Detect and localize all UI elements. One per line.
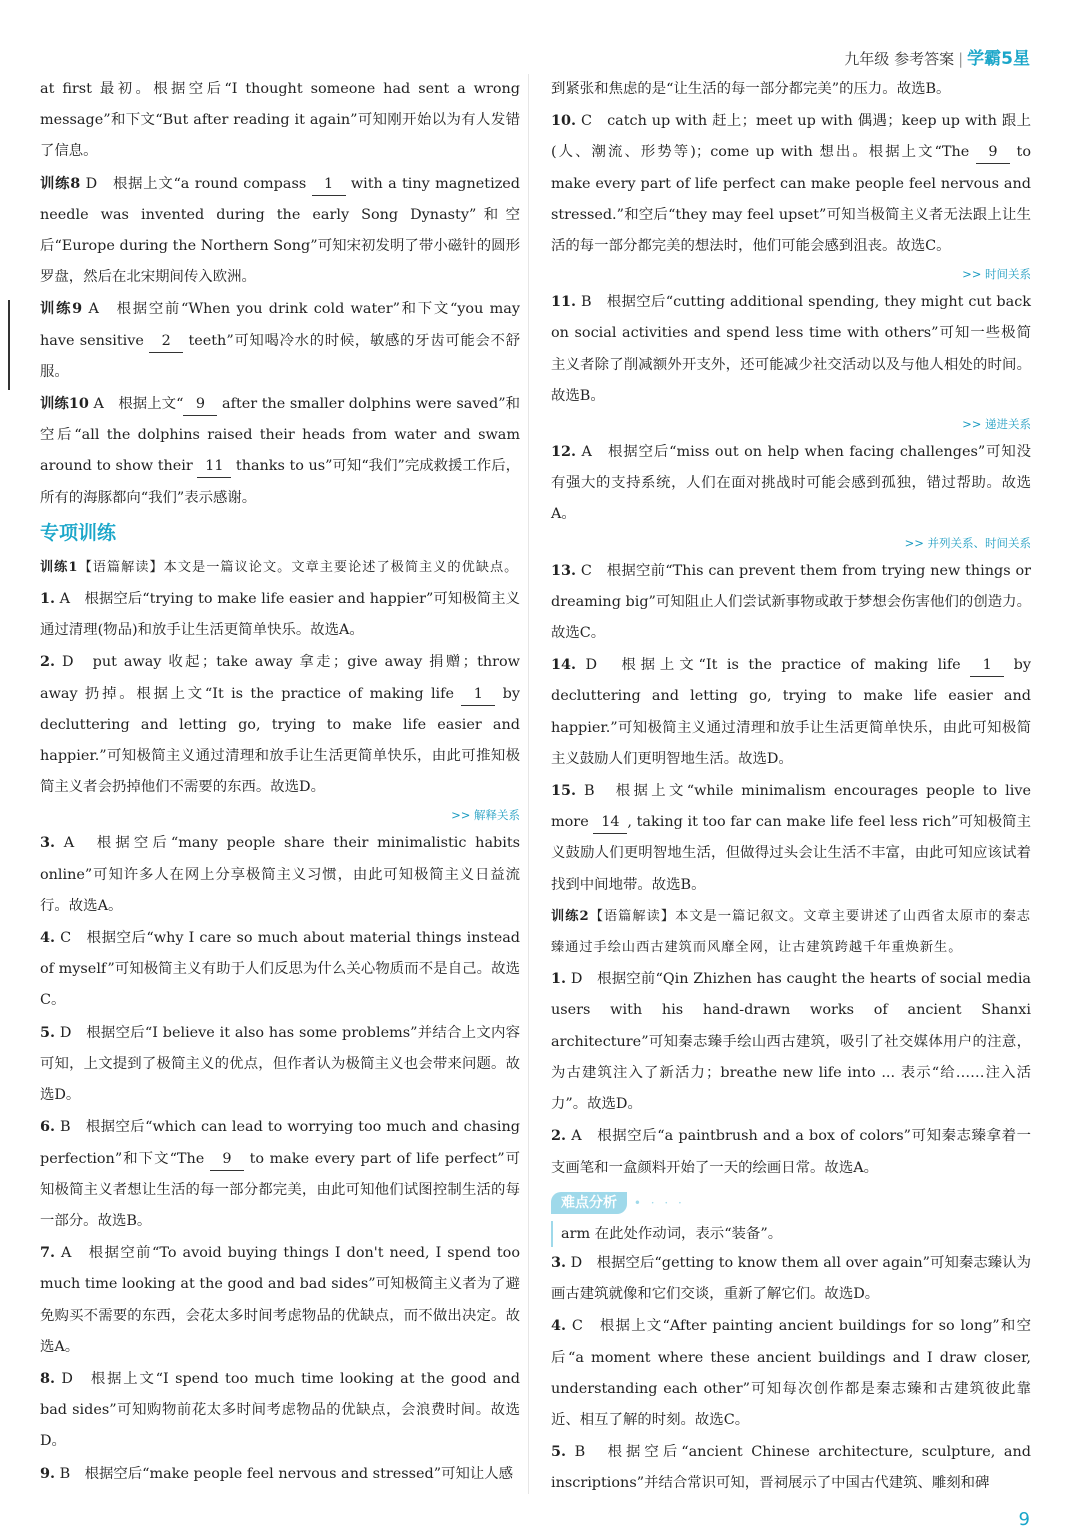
answer-text: B 根据空后“make people feel nervous and stressed”可知让人感 — [59, 1465, 514, 1482]
training-1-intro — [40, 552, 520, 583]
answer-text: A 根据空前“When you drink cold water”和下文“you may have sensitive — [40, 301, 520, 349]
answer-text: A 根据空前“To avoid buying things I don't need, I spend too much time looking at the good and bad sides”可知极简主义者为了避免购买不需要的东西，会花太多时间考虑物品的优缺点，而不做出决定。故选A。 — [40, 1245, 520, 1355]
relation-tag: >> 解释关系 — [451, 808, 520, 823]
question-number: 6. — [40, 1118, 56, 1136]
relation-tag: >> 递进关系 — [962, 417, 1031, 432]
question-number: 13. — [551, 561, 577, 579]
answer-text: by decluttering and letting go, trying to make life easier and happier.”可知极简主义通过清理和放手让生活更简单快乐，由此可推知极简主义者会扔掉他们不需要的东西。故选D。 — [40, 685, 520, 796]
question-number: 5. — [551, 1443, 567, 1461]
question-number: 1. — [551, 970, 567, 988]
answer-paragraph: 到紧张和焦虑的是“让生活的每一部分都完美”的压力。故选B。 — [551, 81, 951, 97]
difficulty-analysis-label: 难点分析 — [551, 1192, 627, 1214]
question-number: 12. — [551, 443, 577, 461]
passage-summary: 【语篇解读】本文是一篇记叙文。文章主要讲述了山西省太原市的秦志臻通过手绘山西古建筑而风靡全网，让古建筑跨越千年重焕新生。 — [551, 908, 1031, 956]
answer-text: B 根据空后“which can lead to worrying too much and chasing perfection”和下文“The — [40, 1119, 520, 1167]
question-number: 8. — [40, 1369, 56, 1387]
question-b5 — [551, 1436, 1031, 1499]
answer-text: D 根据上文“It is the practice of making life — [585, 657, 971, 674]
question-4 — [40, 922, 520, 1017]
question-number: 4. — [551, 1317, 567, 1335]
relation-tag: >> 时间关系 — [962, 267, 1031, 282]
answer-text: A 根据空后“many people share their minimalistic habits online”可知许多人在网上分享极简主义习惯，由此可知极简主义日益流行。故选A。 — [40, 835, 521, 914]
training-8 — [40, 168, 520, 294]
answer-text: with a tiny magnetized needle was invented during the early Song Dynasty”和空后“Europe during the Northern Song”可知宋初发明了带小磁针的圆形罗盘，然后在北宋期间传入欧洲。 — [40, 175, 521, 286]
answer-text: C 根据空前“This can prevent them from trying new things or dreaming big”可知阻止人们尝试新事物或敢于梦想会伤害他们的创造力。故选C。 — [551, 562, 1032, 642]
question-2 — [40, 646, 520, 803]
answer-text: teeth”可知喝冷水的时候，敏感的牙齿可能会不舒服。 — [40, 332, 520, 380]
answer-text: D put away 收起；take away 拿走；give away 捐赠；throw away 扔掉。根据上文“It is the practice of making life — [40, 654, 520, 702]
training-label: 训练10 — [40, 395, 89, 413]
right-column — [551, 74, 1031, 1500]
question-b1 — [551, 963, 1031, 1120]
question-number: 1. — [40, 590, 56, 608]
page-header — [844, 44, 1030, 69]
blank: 9 — [976, 141, 1010, 164]
question-12 — [551, 436, 1031, 531]
blank: 1 — [312, 173, 346, 196]
answer-text: D 根据空后“I believe it also has some problems”并结合上文内容可知，上文提到了极简主义的优点，但作者认为极简主义也会带来问题。故选D。 — [40, 1024, 520, 1104]
question-b2 — [551, 1120, 1031, 1183]
question-11 — [551, 286, 1031, 412]
margin-mark — [8, 300, 10, 390]
blank: 1 — [970, 654, 1004, 677]
question-1 — [40, 583, 520, 646]
blank: 1 — [461, 683, 495, 706]
question-number: 4. — [40, 929, 56, 947]
training-9 — [40, 293, 520, 388]
page-number: 9 — [1018, 1509, 1030, 1530]
header-section: 参考答案 — [894, 50, 955, 68]
answer-text: D 根据上文“a round compass — [85, 175, 312, 192]
answer-text: B 根据空后“ancient Chinese architecture, sculpture, and inscriptions”并结合常识可知，晋祠展示了中国古代建筑、雕刻和碑 — [551, 1444, 1031, 1492]
training-label: 训练1 — [40, 559, 79, 575]
answer-text: to make every part of life perfect can make people feel nervous and stressed.”和空后“they may feel upset”可知当极简主义者无法跟上让生活的每一部分都完美的想法时，他们可能会感到沮丧。故选C。 — [551, 144, 1031, 255]
answer-text: C 根据上文“After painting ancient buildings for so long”和空后“a moment where these ancient buildings and I draw closer, understanding each other”可知每次创作都是秦志臻和古建筑彼此靠近、相互了解的时刻。故选C。 — [551, 1318, 1031, 1428]
question-15 — [551, 775, 1031, 901]
training-label: 训练2 — [551, 908, 590, 924]
header-brand: 学霸5星 — [967, 49, 1030, 69]
answer-text: A 根据空后“a paintbrush and a box of colors”可知秦志臻拿着一支画笔和一盒颜料开始了一天的绘画日常。故选A。 — [551, 1128, 1031, 1176]
question-number: 3. — [551, 1253, 567, 1271]
question-5 — [40, 1017, 520, 1112]
training-label: 训练9 — [40, 300, 83, 318]
answer-text: A 根据空后“miss out on help when facing challenges”可知没有强大的支持系统，人们在面对挑战时可能会感到孤独，错过帮助。故选A。 — [551, 444, 1031, 523]
question-number: 11. — [551, 293, 577, 311]
question-number: 2. — [40, 653, 56, 671]
answer-text: thanks to us”可知“我们”完成救援工作后，所有的海豚都向“我们”表示感谢。 — [40, 458, 520, 506]
question-number: 15. — [551, 782, 577, 800]
training-label: 训练8 — [40, 174, 81, 192]
question-number: 9. — [40, 1464, 56, 1482]
answer-text: to make every part of life perfect”可知极简主义者想让生活的每一部分都完美，由此可知他们试图控制生活的每一部分。故选B。 — [40, 1150, 520, 1229]
header-grade: 九年级 — [844, 50, 890, 68]
answer-text: C 根据空后“why I care so much about material things instead of myself”可知极简主义有助于人们反思为什么关心物质而不是自己。故选C。 — [40, 930, 521, 1009]
blank: 2 — [149, 330, 183, 353]
question-9 — [40, 1458, 520, 1490]
question-10 — [551, 105, 1031, 262]
answer-text: A 根据上文“ — [93, 396, 184, 413]
question-number: 10. — [551, 112, 577, 130]
question-3 — [40, 827, 520, 922]
answer-text: D 根据空前“Qin Zhizhen has caught the hearts of social media users with his hand-drawn works of ancient Shanxi architecture”可知秦志臻手绘山西古建筑，吸引了社交媒体用户的注意，为古建筑注入了新活力；breathe new life into ... 表示“给……注入活力”。故选D。 — [551, 971, 1032, 1113]
answer-text: after the smaller dolphins were saved”和空后“all the dolphins raised their heads from water and swam around to show their — [40, 396, 521, 475]
passage-summary: 【语篇解读】本文是一篇议论文。文章主要论述了极简主义的优缺点。 — [78, 559, 519, 575]
answer-text: B 根据空后“cutting additional spending, they might cut back on social activities and spend less time with others”可知一些极简主义者除了削减额外开支外，还可能减少社交活动以及与他人相处的时间。故选B。 — [551, 294, 1031, 404]
question-8 — [40, 1363, 520, 1458]
relation-tag: >> 并列关系、时间关系 — [904, 535, 1031, 550]
blank: 14 — [593, 811, 627, 834]
question-b3 — [551, 1247, 1031, 1310]
question-number: 3. — [40, 834, 56, 852]
left-column — [40, 74, 520, 1490]
blank: 9 — [210, 1148, 244, 1171]
question-6 — [40, 1111, 520, 1237]
training-2-intro — [551, 901, 1031, 963]
header-separator: | — [958, 50, 964, 68]
question-b4 — [551, 1310, 1031, 1436]
answer-text: D 根据上文“I spend too much time looking at the good and bad sides”可知购物前花太多时间考虑物品的优缺点，会浪费时间。故选D。 — [40, 1370, 521, 1450]
answer-text: D 根据空后“getting to know them all over again”可知秦志臻认为画古建筑就像和它们交谈，重新了解它们。故选D。 — [551, 1254, 1032, 1303]
question-number: 14. — [551, 656, 577, 674]
answer-text: A 根据空后“trying to make life easier and happier”可知极简主义通过清理(物品)和放手让生活更简单快乐。故选A。 — [40, 591, 520, 639]
answer-paragraph: at first 最初。根据空后“I thought someone had sent a wrong message”和下文“But after reading it again”可知刚开始以为有人发错了信息。 — [40, 81, 520, 160]
question-14 — [551, 649, 1031, 775]
question-7 — [40, 1237, 520, 1363]
training-10 — [40, 388, 520, 514]
difficulty-analysis-box — [551, 1188, 1031, 1247]
answer-text: C catch up with 赶上；meet up with 偶遇；keep up with 跟上(人、潮流、形势等)；come up with 想出。根据上文“The — [551, 113, 1031, 161]
column-divider — [528, 74, 529, 1494]
blank: 11 — [197, 455, 231, 478]
difficulty-analysis-text: arm 在此处作动词，表示“装备”。 — [551, 1221, 1031, 1247]
question-13 — [551, 555, 1031, 650]
answer-text: by decluttering and letting go, trying to make life easier and happier.”可知极简主义通过清理和放手让生活更简单快乐，由此可知极简主义鼓励人们更明智地生活。故选D。 — [551, 657, 1031, 767]
question-number: 2. — [551, 1127, 567, 1145]
question-number: 7. — [40, 1244, 56, 1262]
answer-text: , taking it too far can make life feel less rich”可知极简主义鼓励人们更明智地生活，但做得过头会让生活不丰富，由此可知应该试着找到中间地带。故选B。 — [551, 814, 1032, 893]
decorative-dots: • · · · — [627, 1195, 685, 1210]
answer-text: B 根据上文“while minimalism encourages people to live more — [551, 783, 1032, 831]
blank: 9 — [183, 393, 217, 416]
section-title: 专项训练 — [40, 521, 117, 544]
question-number: 5. — [40, 1023, 56, 1041]
